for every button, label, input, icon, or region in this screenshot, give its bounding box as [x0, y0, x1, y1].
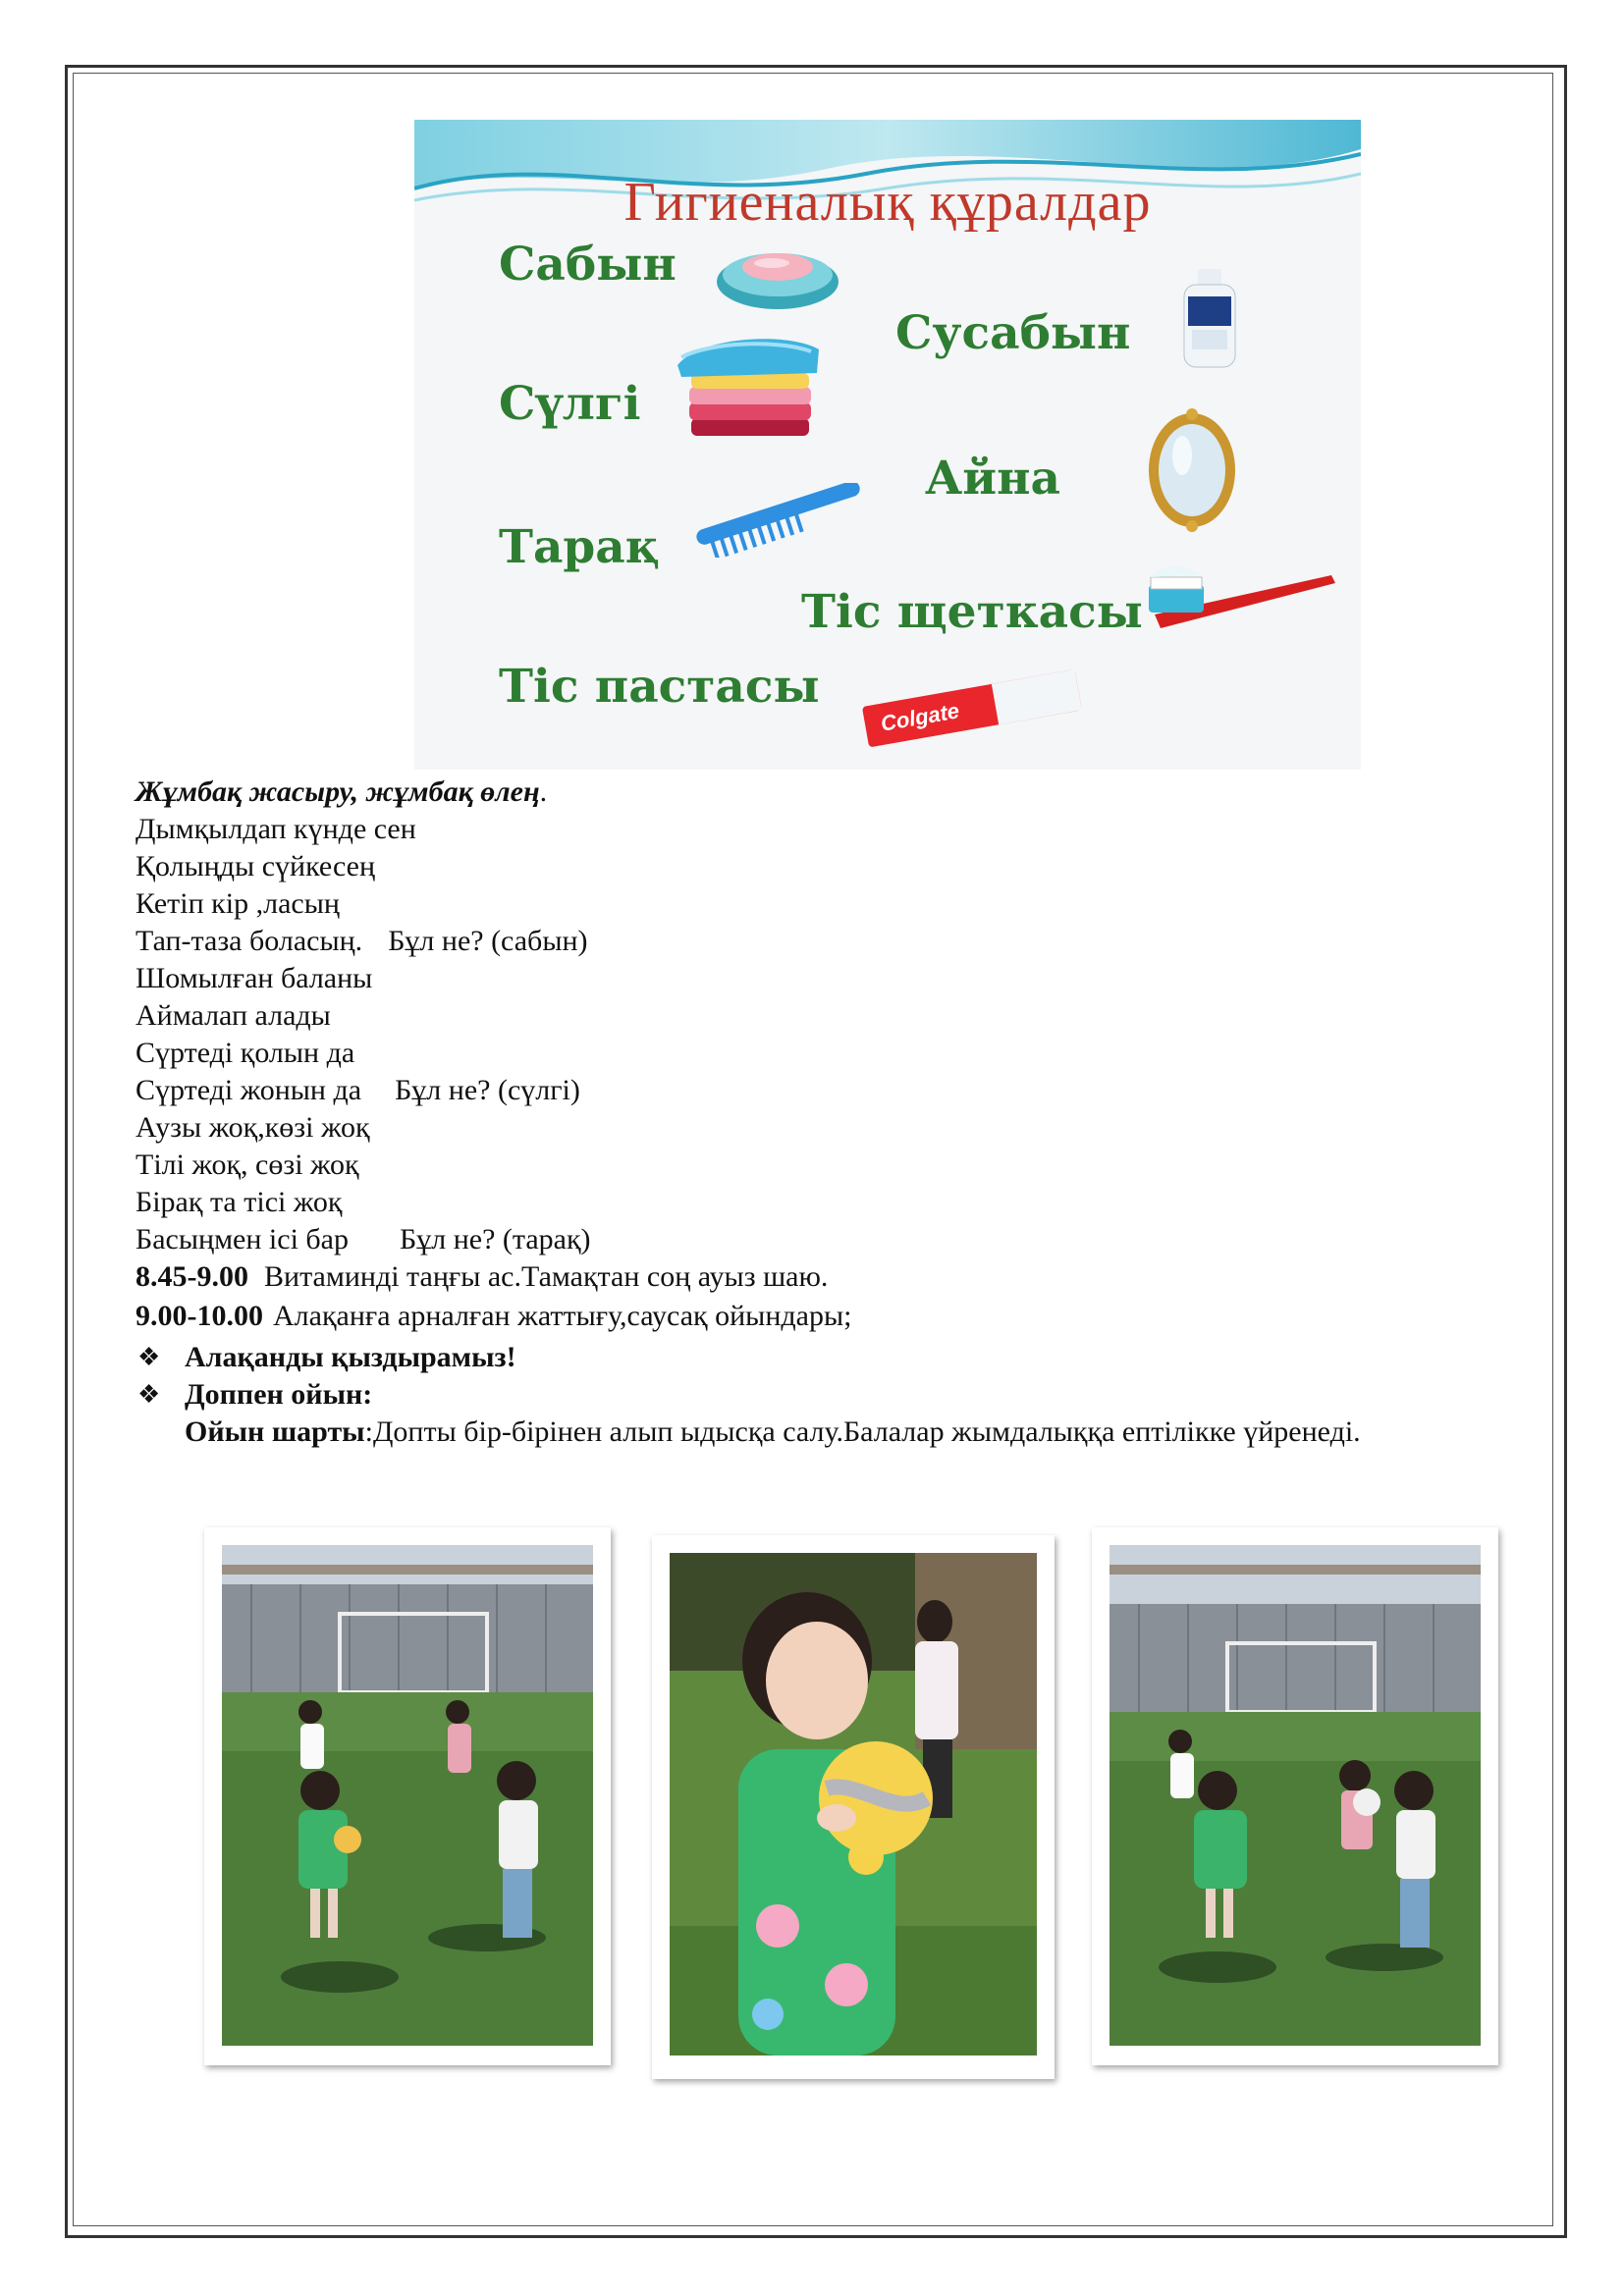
bullet-icon: ❖ — [137, 1380, 161, 1409]
riddle-answer-towel: Бұл не? (сүлгі) — [395, 1074, 580, 1106]
schedule-time: 9.00-10.00 — [135, 1300, 263, 1332]
toothbrush-icon — [1145, 558, 1341, 636]
riddle-line: Тілі жоқ, сөзі жоқ — [135, 1148, 359, 1181]
riddle-line: Сүртеді жонын да Бұл не? (сүлгі) — [135, 1074, 580, 1106]
label-comb: Тарақ — [499, 520, 660, 574]
mirror-icon — [1143, 406, 1241, 534]
label-toothpaste: Тіс пастасы — [499, 660, 820, 714]
label-shampoo: Сусабын — [895, 306, 1131, 360]
game-rules-label: Ойын шарты — [185, 1415, 365, 1448]
hygiene-tools-poster — [414, 120, 1361, 770]
riddle-heading: Жұмбақ жасыру, жұмбақ өлең. — [135, 775, 548, 808]
comb-icon — [687, 483, 874, 558]
riddle-line: Дымқылдап күнде сен — [135, 813, 416, 845]
schedule-time: 8.45-9.00 — [135, 1260, 248, 1293]
label-soap: Сабын — [499, 238, 677, 292]
activity-item: Доппен ойын: — [185, 1378, 373, 1411]
schedule-item: 9.00-10.00 Алақанға арналған жаттығу,саусақ ойындары; — [135, 1300, 852, 1332]
photo-girl-with-ball — [652, 1535, 1055, 2079]
riddle-line: Кетіп кір ,ласың — [135, 887, 340, 920]
toothpaste-brand: Colgate — [879, 698, 961, 736]
bullet-icon: ❖ — [137, 1343, 161, 1371]
riddle-line: Аузы жоқ,көзі жоқ — [135, 1111, 370, 1144]
activity-item: Алақанды қыздырамыз! — [185, 1341, 516, 1373]
towel-icon — [672, 328, 829, 438]
riddle-answer-comb: Бұл не? (тарақ) — [400, 1223, 591, 1255]
photo-children-ball-game-1 — [204, 1527, 611, 2065]
label-towel: Сүлгі — [499, 377, 641, 431]
riddle-answer-soap: Бұл не? (сабын) — [388, 925, 588, 957]
game-rules: Ойын шарты:Допты бір-бірінен алып ыдысқа салу.Балалар жымдалыққа ептілікке үйренеді. — [185, 1415, 1361, 1448]
photo-children-ball-game-2 — [1092, 1527, 1498, 2065]
riddle-line: Сүртеді қолын да — [135, 1037, 355, 1069]
schedule-item: 8.45-9.00 Витаминді таңғы ас.Тамақтан соң ауыз шаю. — [135, 1260, 829, 1293]
riddle-line: Басыңмен ісі бар Бұл не? (тарақ) — [135, 1223, 591, 1255]
shampoo-icon — [1170, 267, 1249, 370]
riddle-line: Тап-таза боласың. Бұл не? (сабын) — [135, 925, 588, 957]
riddle-line: Аймалап алады — [135, 999, 331, 1032]
riddle-line: Бірақ та тісі жоқ — [135, 1186, 343, 1218]
label-mirror: Айна — [925, 452, 1060, 506]
label-toothbrush: Тіс щеткасы — [801, 585, 1143, 639]
poster-title: Гигиеналық құралдар — [623, 172, 1152, 233]
riddle-line: Қолыңды сүйкесең — [135, 850, 376, 882]
toothpaste-icon — [858, 667, 1094, 750]
riddle-line: Шомылған баланы — [135, 962, 373, 994]
soap-icon — [709, 228, 846, 316]
